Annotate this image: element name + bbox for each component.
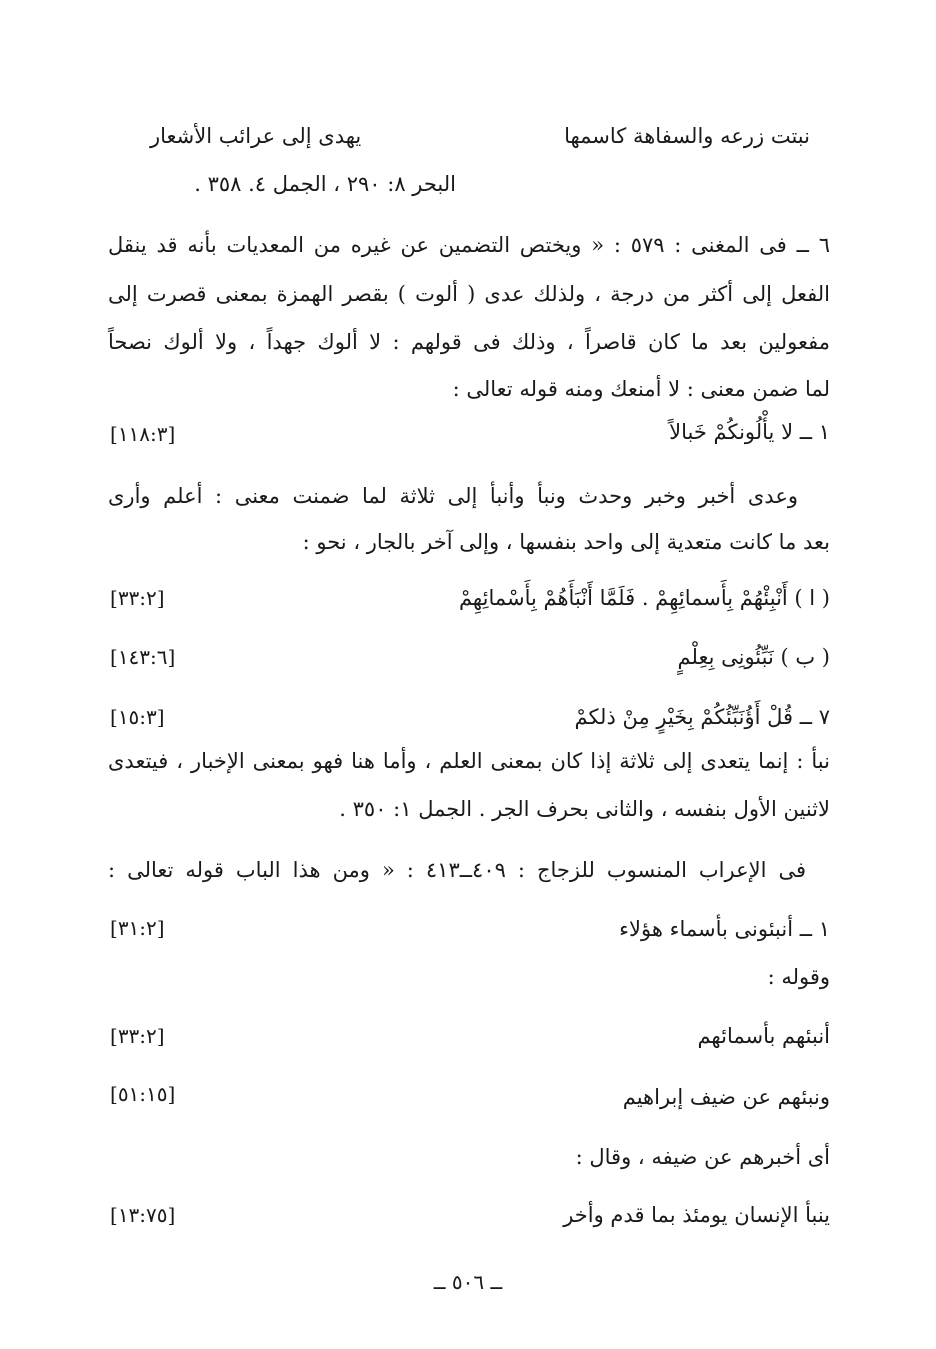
page-number: ــ ٥٠٦ ــ <box>433 1270 503 1294</box>
waqawluh-text: وقوله : <box>767 965 830 989</box>
verse-hemistich-left: يهدى إلى عرائب الأشعار <box>150 124 362 148</box>
para-adda-line-2: بعد ما كانت متعدية إلى واحد بنفسها ، وإلى آخر بالجار ، نحو : <box>302 530 830 554</box>
quote-nabbihum-ref: [٥١:١٥] <box>110 1082 176 1106</box>
para7-line-1: نبأ : إنما يتعدى إلى ثلاثة إذا كان بمعنى العلم ، وأما هنا فهو بمعنى الإخبار ، فيتعدى <box>108 749 830 773</box>
quote-anbiuni-text: ١ ــ أنبئونى بأسماء هؤلاء <box>619 917 830 941</box>
quote-anbihum-text: أنبئهم بأسمائهم <box>697 1024 830 1048</box>
para6-line-4: لما ضمن معنى : لا أمنعك ومنه قوله تعالى : <box>452 377 830 401</box>
para6-line-2: الفعل إلى أكثر من درجة ، ولذلك عدى ( ألوت ) بقصر الهمزة بمعنى قصرت إلى <box>108 282 830 306</box>
quote-yunabba-ref: [١٣:٧٥] <box>110 1203 176 1227</box>
quote-a-text: ( ا ) أَنْبِئْهُمْ بِأَسمائِهِمْ . فَلَمَّا أَنْبَأَهُمْ بِأَسْمائِهِمْ <box>458 586 830 610</box>
para6-line-1: ٦ ــ فى المغنى : ٥٧٩ : « ويختص التضمين عن غيره من المعديات بأنه قد ينقل <box>108 233 830 257</box>
quote-anbiuni-ref: [٣١:٢] <box>110 916 165 940</box>
quote-a-ref: [٣٣:٢] <box>110 586 165 610</box>
quote1-ref: [١١٨:٣] <box>110 422 176 446</box>
quote-nabbihum-text: ونبئهم عن ضيف إبراهيم <box>622 1085 830 1109</box>
quote7-text: ٧ ــ قُلْ أَؤُنَبِّئُكُمْ بِخَيْرٍ مِنْ ذلكمْ <box>574 705 830 729</box>
quote7-ref: [١٥:٣] <box>110 705 165 729</box>
quote-yunabba-text: ينبأ الإنسان يومئذ بما قدم وأخر <box>563 1203 830 1227</box>
quote1-text: ١ ــ لا يأْلُونكُمْ خَبالاً <box>669 420 830 444</box>
para6-line-3: مفعولين بعد ما كان قاصراً ، وذلك فى قولهم : لا ألوك جهداً ، ولا ألوك نصحاً <box>108 330 830 354</box>
verse-source: البحر ٨: ٢٩٠ ، الجمل ٤. ٣٥٨ . <box>194 172 456 196</box>
ay-akhbirhum-text: أى أخبرهم عن ضيفه ، وقال : <box>575 1145 830 1169</box>
quote-anbihum-ref: [٣٣:٢] <box>110 1024 165 1048</box>
verse-hemistich-right: نبتت زرعه والسفاهة كاسمها <box>564 124 810 148</box>
quote-b-ref: [١٤٣:٦] <box>110 645 176 669</box>
para-adda-line-1: وعدى أخبر وخبر وحدث ونبأ وأنبأ إلى ثلاثة لما ضمنت معنى : أعلم وأرى <box>108 484 798 508</box>
para-irab: فى الإعراب المنسوب للزجاج : ٤٠٩ــ٤١٣ : « ومن هذا الباب قوله تعالى : <box>108 858 806 882</box>
para7-line-2: لاثنين الأول بنفسه ، والثانى بحرف الجر . الجمل ١: ٣٥٠ . <box>339 797 830 821</box>
quote-b-text: ( ب ) نَبِّئُونِى بِعِلْمٍ <box>677 645 830 669</box>
